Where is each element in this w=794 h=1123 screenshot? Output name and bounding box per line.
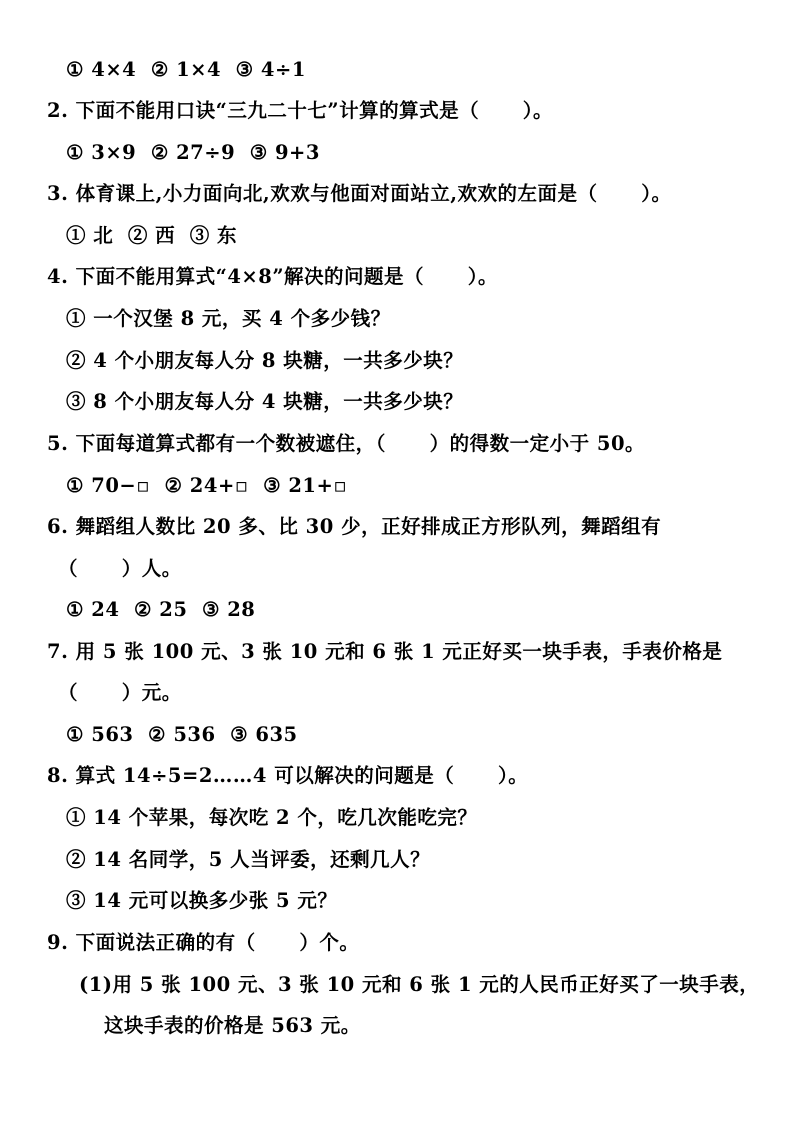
q7-stem: 7. 用 5 张 100 元、3 张 10 元和 6 张 1 元正好买一块手表，手表价格是	[47, 640, 723, 663]
q8-option-2: ② 14 名同学，5 人当评委，还剩几人？	[66, 848, 431, 871]
q1-options: ① 4×4 ② 1×4 ③ 4÷1	[66, 58, 306, 81]
q9-stem: 9. 下面说法正确的有（ ）个。	[47, 931, 360, 954]
q4-stem: 4. 下面不能用算式“4×8”解决的问题是（ ）。	[47, 265, 499, 288]
q3-options: ① 北 ② 西 ③ 东	[66, 224, 238, 247]
q8-option-3: ③ 14 元可以换多少张 5 元？	[66, 889, 338, 912]
q6-stem: 6. 舞蹈组人数比 20 多、比 30 少，正好排成正方形队列，舞蹈组有	[47, 515, 662, 538]
q4-option-2: ② 4 个小朋友每人分 8 块糖，一共多少块？	[66, 349, 464, 372]
q8-option-1: ① 14 个苹果，每次吃 2 个，吃几次能吃完？	[66, 806, 478, 829]
q7-stem-continued: （ ）元。	[58, 681, 182, 704]
q2-options: ① 3×9 ② 27÷9 ③ 9+3	[66, 141, 320, 164]
q9-statement-1-cont: 这块手表的价格是 563 元。	[104, 1014, 361, 1037]
q7-options: ① 563 ② 536 ③ 635	[66, 723, 298, 746]
q4-option-1: ① 一个汉堡 8 元，买 4 个多少钱？	[66, 307, 391, 330]
q3-stem: 3. 体育课上,小力面向北,欢欢与他面对面站立,欢欢的左面是（ ）。	[47, 182, 672, 205]
q5-options: ① 70−▫ ② 24+▫ ③ 21+▫	[66, 474, 348, 497]
q9-statement-1: (1)用 5 张 100 元、3 张 10 元和 6 张 1 元的人民币正好买了一块手表，	[79, 973, 760, 996]
q8-stem: 8. 算式 14÷5=2……4 可以解决的问题是（ ）。	[47, 764, 529, 787]
q6-stem-continued: （ ）人。	[58, 557, 182, 580]
q2-stem: 2. 下面不能用口诀“三九二十七”计算的算式是（ ）。	[47, 99, 554, 122]
q6-options: ① 24 ② 25 ③ 28	[66, 598, 256, 621]
q5-stem: 5. 下面每道算式都有一个数被遮住，（ ）的得数一定小于 50。	[47, 432, 646, 455]
q4-option-3: ③ 8 个小朋友每人分 4 块糖，一共多少块？	[66, 390, 464, 413]
